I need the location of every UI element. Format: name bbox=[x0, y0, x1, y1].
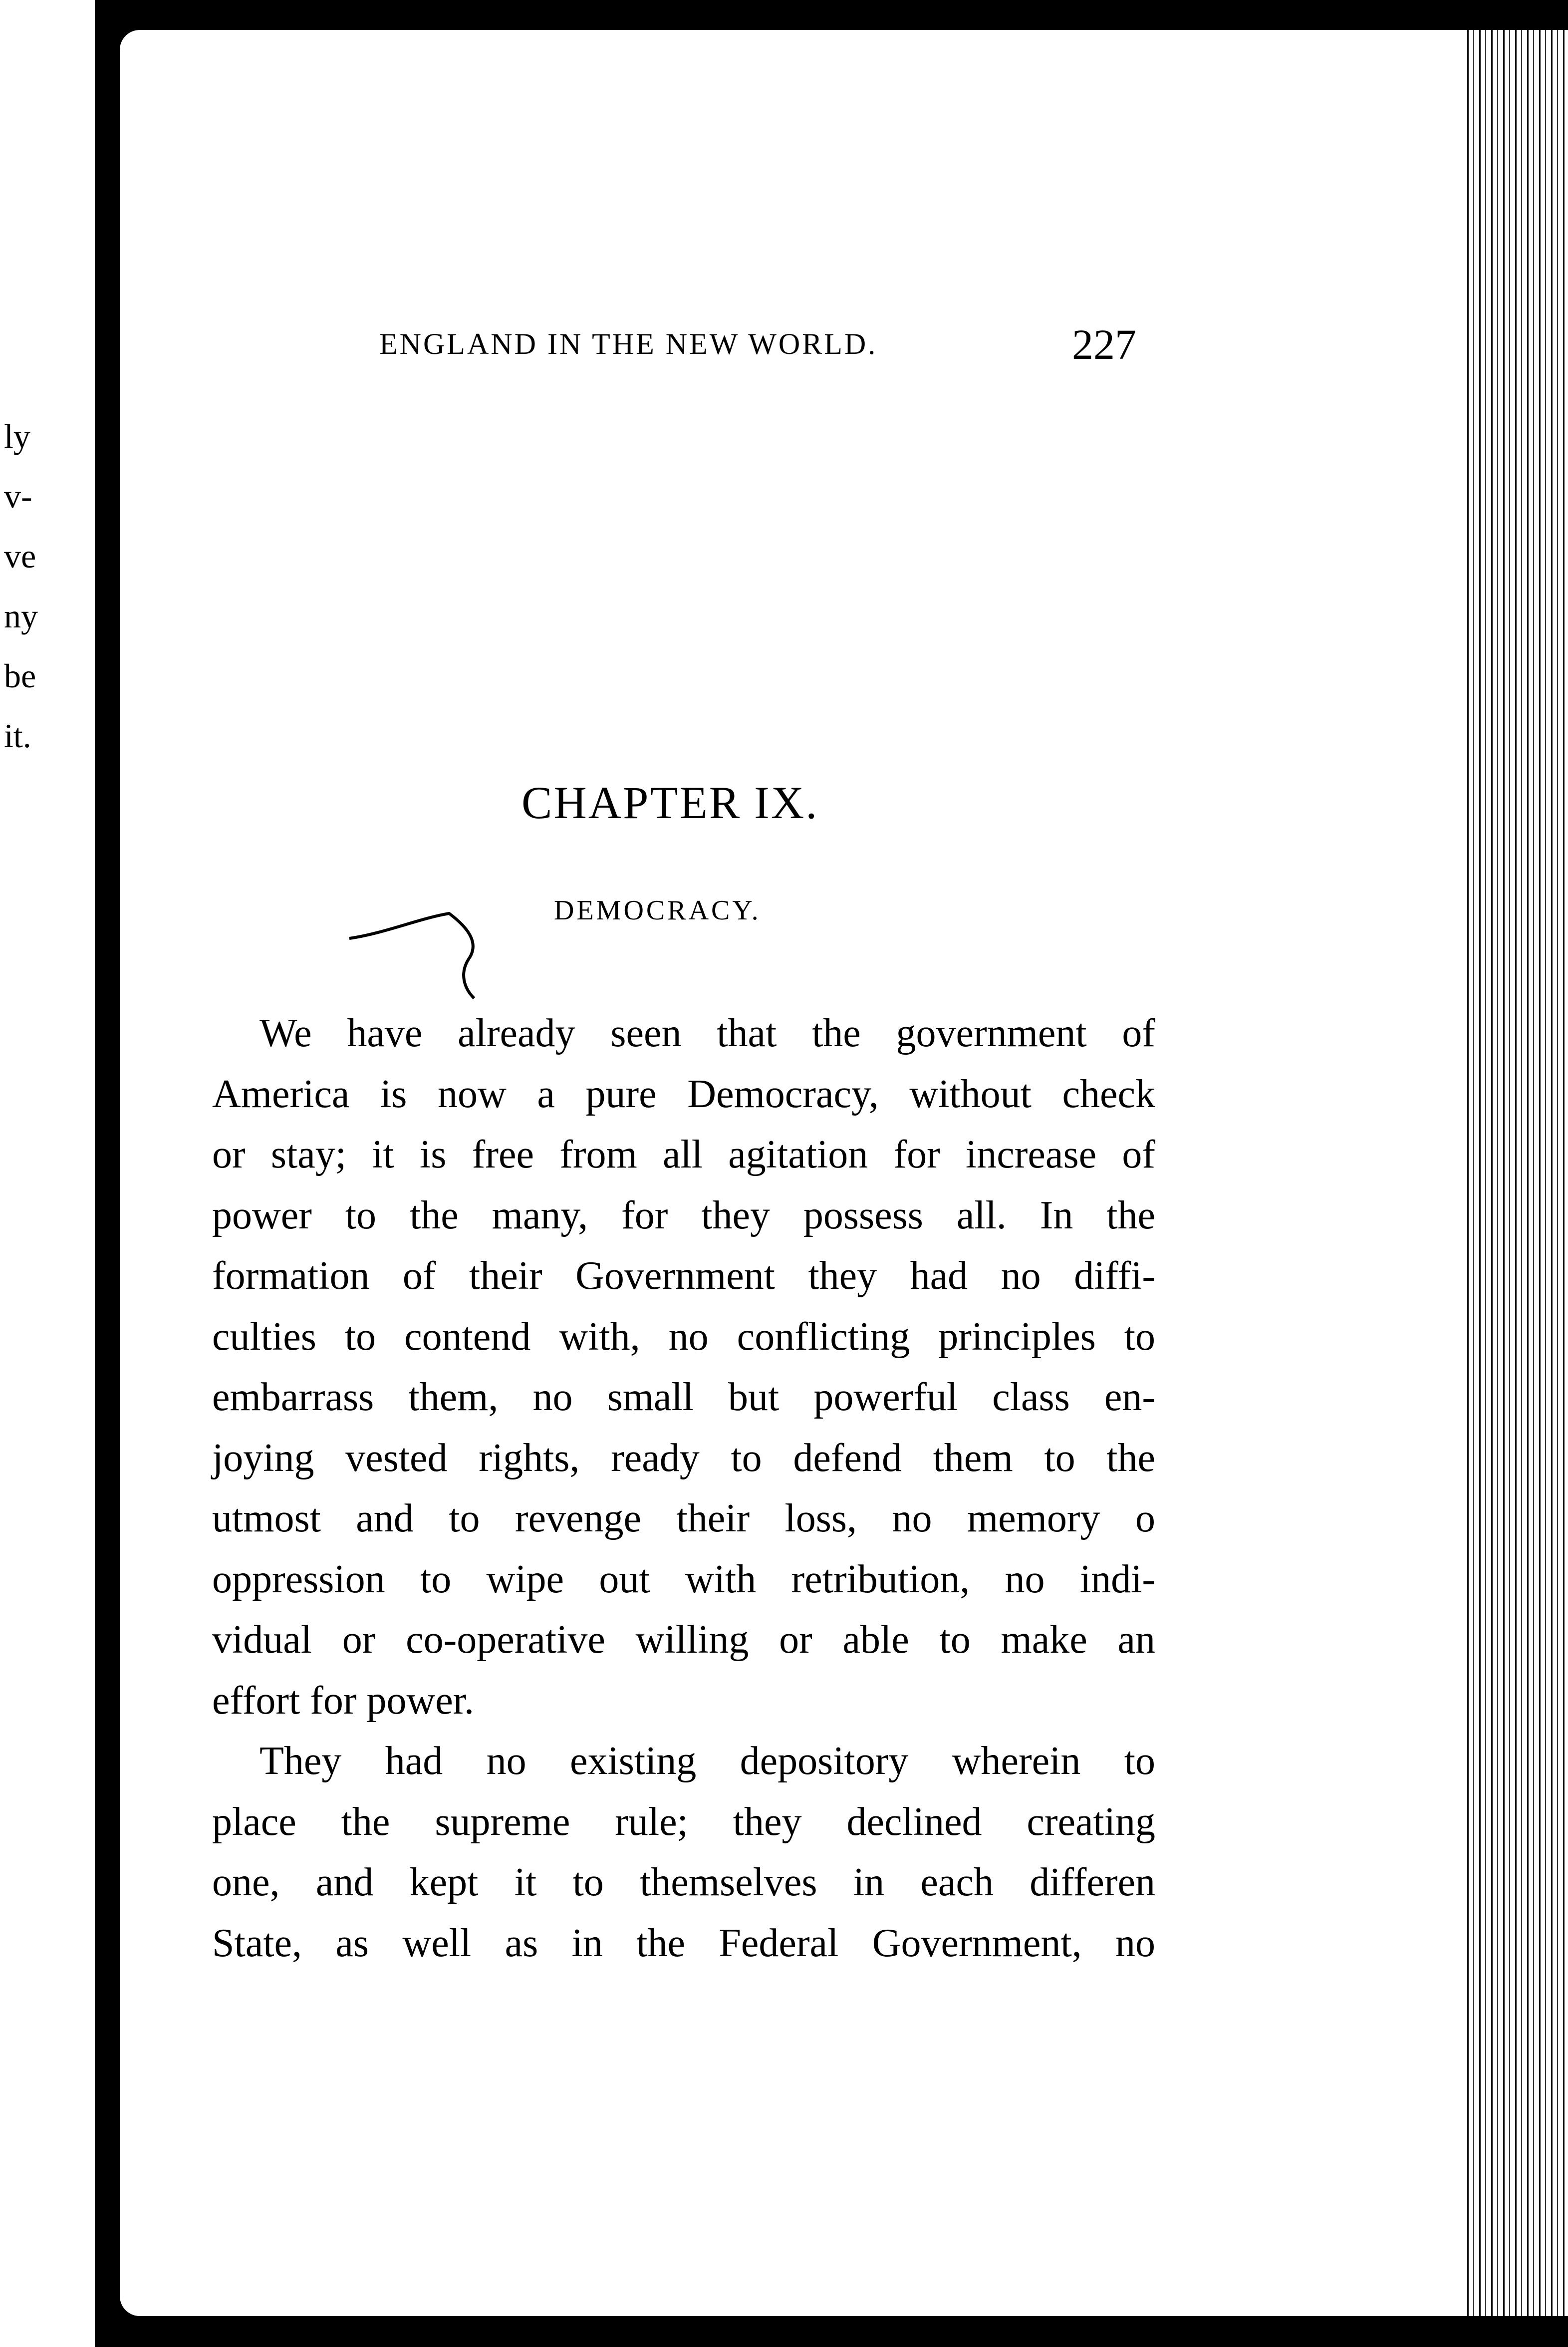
text-line: We have already seen that the government of bbox=[260, 1011, 1155, 1055]
margin-fragment: ly bbox=[4, 417, 30, 455]
page-fore-edge bbox=[1462, 30, 1568, 2316]
running-title: ENGLAND IN THE NEW WORLD. bbox=[379, 327, 878, 360]
chapter-subtitle: DEMOCRACY. bbox=[554, 895, 761, 926]
text-line: culties to contend with, no conflicting principles to bbox=[212, 1314, 1155, 1359]
margin-fragment: it. bbox=[4, 717, 31, 755]
margin-fragment: v- bbox=[4, 477, 32, 515]
text-line: oppression to wipe out with retribution, no indi- bbox=[212, 1557, 1155, 1601]
page-number: 227 bbox=[1072, 320, 1136, 368]
text-line: place the supreme rule; they declined creating bbox=[212, 1799, 1155, 1844]
text-line: vidual or co-operative willing or able to make an bbox=[212, 1618, 1155, 1662]
text-line: or stay; it is free from all agitation for increase of bbox=[212, 1133, 1155, 1176]
text-line: State, as well as in the Federal Government, no bbox=[212, 1921, 1155, 1965]
text-line: power to the many, for they possess all. In the bbox=[212, 1193, 1155, 1237]
margin-fragment: ny bbox=[4, 597, 38, 635]
text-line: effort for power. bbox=[212, 1678, 474, 1723]
body-text bbox=[212, 1003, 1155, 1974]
text-line: America is now a pure Democracy, without check bbox=[212, 1072, 1155, 1116]
text-line: utmost and to revenge their loss, no memory o bbox=[212, 1496, 1155, 1540]
chapter-heading: CHAPTER IX. bbox=[522, 777, 819, 828]
text-line: embarrass them, no small but powerful class en- bbox=[212, 1375, 1155, 1419]
text-line: They had no existing depository wherein to bbox=[260, 1739, 1155, 1783]
margin-fragment: ve bbox=[4, 537, 36, 575]
handwritten-bracket-mark bbox=[344, 908, 494, 1008]
adjacent-page-strip bbox=[0, 0, 95, 2347]
text-line: one, and kept it to themselves in each differen bbox=[212, 1860, 1155, 1904]
text-line: formation of their Government they had no diffi- bbox=[212, 1254, 1155, 1298]
text-line: joying vested rights, ready to defend them to the bbox=[212, 1436, 1155, 1480]
margin-fragment: be bbox=[4, 657, 36, 695]
